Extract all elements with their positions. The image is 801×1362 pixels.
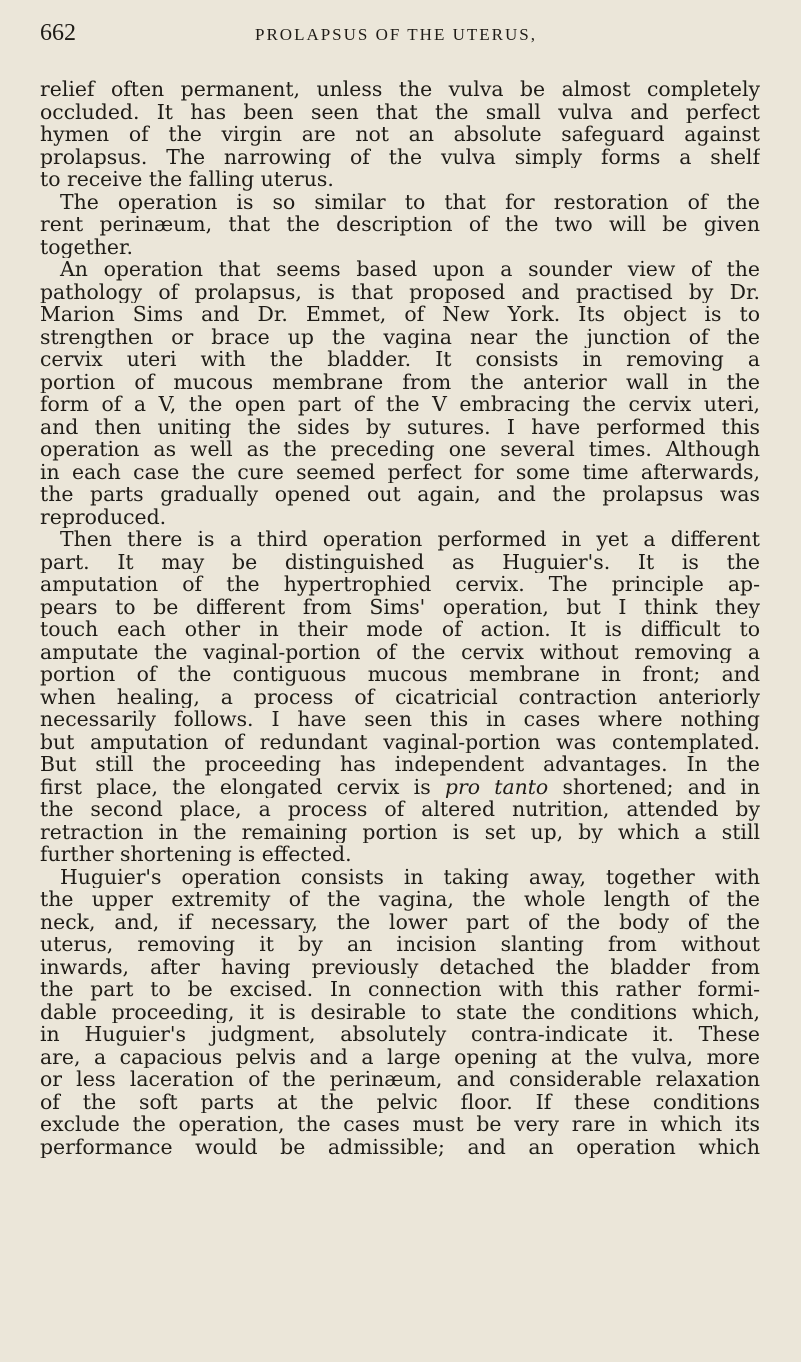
text-line: [40, 483, 760, 506]
text-line: [40, 123, 760, 146]
text-span: dable proceeding, it is desirable to state the conditions which,: [40, 1000, 760, 1023]
text-line: [40, 596, 760, 619]
text-span: Huguier's operation consists in taking away, together with: [60, 865, 760, 888]
text-line: [40, 461, 760, 484]
text-span: the upper extremity of the vagina, the whole length of the: [40, 888, 760, 911]
text-line: [40, 281, 760, 304]
text-line: [40, 191, 760, 214]
text-line: [40, 978, 760, 1001]
text-span: the part to be excised. In connection with this rather formi-: [40, 978, 760, 1001]
text-span: strengthen or brace up the vagina near the junction of the: [40, 325, 760, 348]
text-line: [40, 101, 760, 124]
text-span: touch each other in their mode of action. It is difficult to: [40, 618, 760, 641]
text-span: to receive the falling uterus.: [40, 168, 334, 191]
text-span: portion of the contiguous mucous membrane in front; and: [40, 663, 760, 686]
text-line: [40, 1001, 760, 1024]
running-head: [40, 20, 760, 50]
text-line: [40, 663, 760, 686]
italic-phrase: pro tanto: [444, 775, 549, 798]
text-line: [40, 236, 760, 259]
text-span: rent perinæum, that the description of the two will be given: [40, 213, 760, 236]
text-line: [40, 708, 760, 731]
text-span: form of a V, the open part of the V embracing the cervix uteri,: [40, 393, 760, 416]
text-line: [40, 888, 760, 911]
text-line: [40, 78, 760, 101]
text-span: or less laceration of the perinæum, and considerable relaxation: [40, 1068, 760, 1091]
text-span: retraction in the remaining portion is set up, by which a still: [40, 820, 760, 843]
text-line: [40, 348, 760, 371]
text-span: of the soft parts at the pelvic floor. If these conditions: [40, 1090, 760, 1113]
text-span: the second place, a process of altered nutrition, attended by: [40, 798, 760, 821]
text-span: hymen of the virgin are not an absolute safeguard against: [40, 123, 760, 146]
text-line: [40, 551, 760, 574]
text-span: pears to be different from Sims' operation, but I think they: [40, 595, 760, 618]
text-line: [40, 1091, 760, 1114]
text-span: performance would be admissible; and an operation which: [40, 1135, 760, 1158]
text-span: portion of mucous membrane from the anterior wall in the: [40, 370, 760, 393]
text-line: [40, 798, 760, 821]
text-line: [40, 1046, 760, 1069]
text-span: amputation of the hypertrophied cervix. The principle ap-: [40, 573, 760, 596]
text-line: [40, 866, 760, 889]
text-line: [40, 371, 760, 394]
text-span: but amputation of redundant vaginal-portion was contemplated.: [40, 730, 760, 753]
text-line: [40, 303, 760, 326]
text-line: [40, 731, 760, 754]
text-line: [40, 1113, 760, 1136]
text-span: uterus, removing it by an incision slanting from without: [40, 933, 760, 956]
text-span: part. It may be distinguished as Huguier's. It is the: [40, 550, 760, 573]
text-line: [40, 1023, 760, 1046]
text-line: [40, 956, 760, 979]
text-span: Marion Sims and Dr. Emmet, of New York. Its object is to: [40, 303, 760, 326]
text-span: when healing, a process of cicatricial contraction anteriorly: [40, 685, 760, 708]
text-line: [40, 1068, 760, 1091]
text-span: relief often permanent, unless the vulva be almost completely: [40, 78, 760, 101]
text-span: cervix uteri with the bladder. It consists in removing a: [40, 348, 760, 371]
text-span: An operation that seems based upon a sounder view of the: [60, 258, 760, 281]
text-line: [40, 843, 760, 866]
text-span: shortened; and in: [548, 775, 760, 798]
text-line: [40, 1136, 760, 1159]
text-line: [40, 641, 760, 664]
text-line: [40, 393, 760, 416]
text-line: [40, 821, 760, 844]
text-span: operation as well as the preceding one several times. Although: [40, 438, 760, 461]
text-span: neck, and, if necessary, the lower part of the body of the: [40, 910, 760, 933]
text-line: [40, 326, 760, 349]
text-line: [40, 528, 760, 551]
text-span: The operation is so similar to that for restoration of the: [60, 190, 760, 213]
text-line: [40, 506, 760, 529]
text-span: inwards, after having previously detached the bladder from: [40, 955, 760, 978]
text-span: first place, the elongated cervix is: [40, 775, 445, 798]
text-line: [40, 911, 760, 934]
text-span: the parts gradually opened out again, and the prolapsus was: [40, 483, 760, 506]
text-span: in each case the cure seemed perfect for some time afterwards,: [40, 460, 760, 483]
text-line: [40, 416, 760, 439]
page-number: 662: [40, 20, 76, 46]
text-span: exclude the operation, the cases must be very rare in which its: [40, 1113, 760, 1136]
text-line: [40, 618, 760, 641]
text-span: But still the proceeding has independent advantages. In the: [40, 753, 760, 776]
text-line: [40, 753, 760, 776]
text-line: [40, 168, 760, 191]
text-span: pathology of prolapsus, is that proposed and practised by Dr.: [40, 280, 760, 303]
text-line: [40, 776, 760, 799]
text-line: [40, 213, 760, 236]
text-span: and then uniting the sides by sutures. I have performed this: [40, 415, 760, 438]
running-title: PROLAPSUS OF THE UTERUS,: [255, 25, 537, 44]
text-span: necessarily follows. I have seen this in cases where nothing: [40, 708, 760, 731]
text-span: in Huguier's judgment, absolutely contra-indicate it. These: [40, 1023, 760, 1046]
body-text: [40, 78, 760, 1158]
text-span: occluded. It has been seen that the small vulva and perfect: [40, 100, 760, 123]
text-span: are, a capacious pelvis and a large opening at the vulva, more: [40, 1045, 760, 1068]
text-line: [40, 146, 760, 169]
text-span: amputate the vaginal-portion of the cervix without removing a: [40, 640, 760, 663]
text-line: [40, 258, 760, 281]
text-line: [40, 573, 760, 596]
text-line: [40, 438, 760, 461]
text-span: together.: [40, 235, 133, 258]
text-span: prolapsus. The narrowing of the vulva simply forms a shelf: [40, 145, 760, 168]
text-span: Then there is a third operation performed in yet a different: [60, 528, 760, 551]
text-line: [40, 686, 760, 709]
text-span: further shortening is effected.: [40, 843, 352, 866]
text-line: [40, 933, 760, 956]
text-span: reproduced.: [40, 505, 167, 528]
